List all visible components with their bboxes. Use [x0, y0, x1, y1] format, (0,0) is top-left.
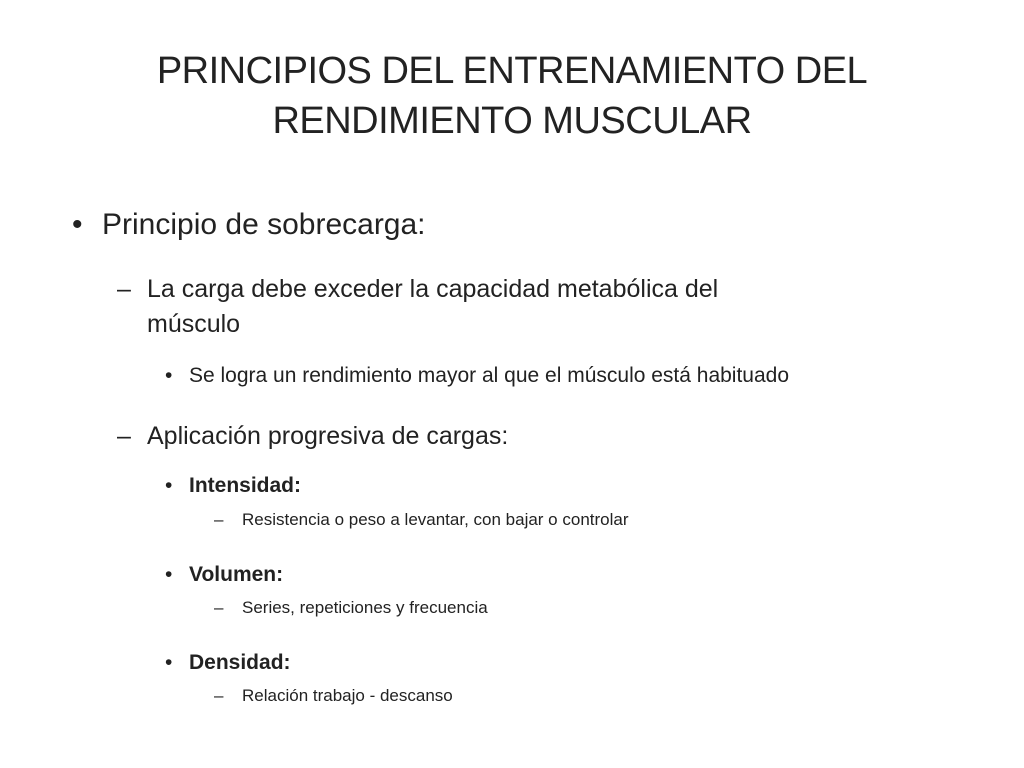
title-line-2: RENDIMIENTO MUSCULAR	[272, 100, 752, 142]
dash-marker: –	[117, 275, 131, 303]
dash-marker: –	[214, 510, 224, 529]
bullet-marker: •	[165, 474, 173, 497]
title-line-1: PRINCIPIOS DEL ENTRENAMIENTO DEL	[156, 50, 868, 92]
bullet-text: Resistencia o peso a levantar, con bajar o controlar	[242, 510, 629, 529]
bullet-text: La carga debe exceder la capacidad metabólica del	[147, 275, 719, 303]
bullet-text: Volumen:	[189, 563, 284, 586]
bullet-text: músculo	[147, 310, 241, 338]
dash-marker: –	[214, 598, 224, 617]
bullet-text: Se logra un rendimiento mayor al que el músculo está habituado	[189, 364, 790, 387]
dash-marker: –	[214, 686, 224, 705]
bullet-marker: •	[165, 364, 173, 387]
slide-title	[80, 46, 944, 146]
bullet-text: Principio de sobrecarga:	[102, 208, 426, 241]
bullet-text: Densidad:	[189, 651, 291, 674]
bullet-marker: •	[165, 651, 173, 674]
bullet-text: Intensidad:	[189, 474, 302, 497]
bullet-text: Aplicación progresiva de cargas:	[147, 422, 509, 450]
bullet-text: Series, repeticiones y frecuencia	[242, 598, 488, 617]
bullet-marker: •	[72, 208, 83, 241]
bullet-text: Relación trabajo - descanso	[242, 686, 453, 705]
bullet-marker: •	[165, 563, 173, 586]
dash-marker: –	[117, 422, 131, 450]
